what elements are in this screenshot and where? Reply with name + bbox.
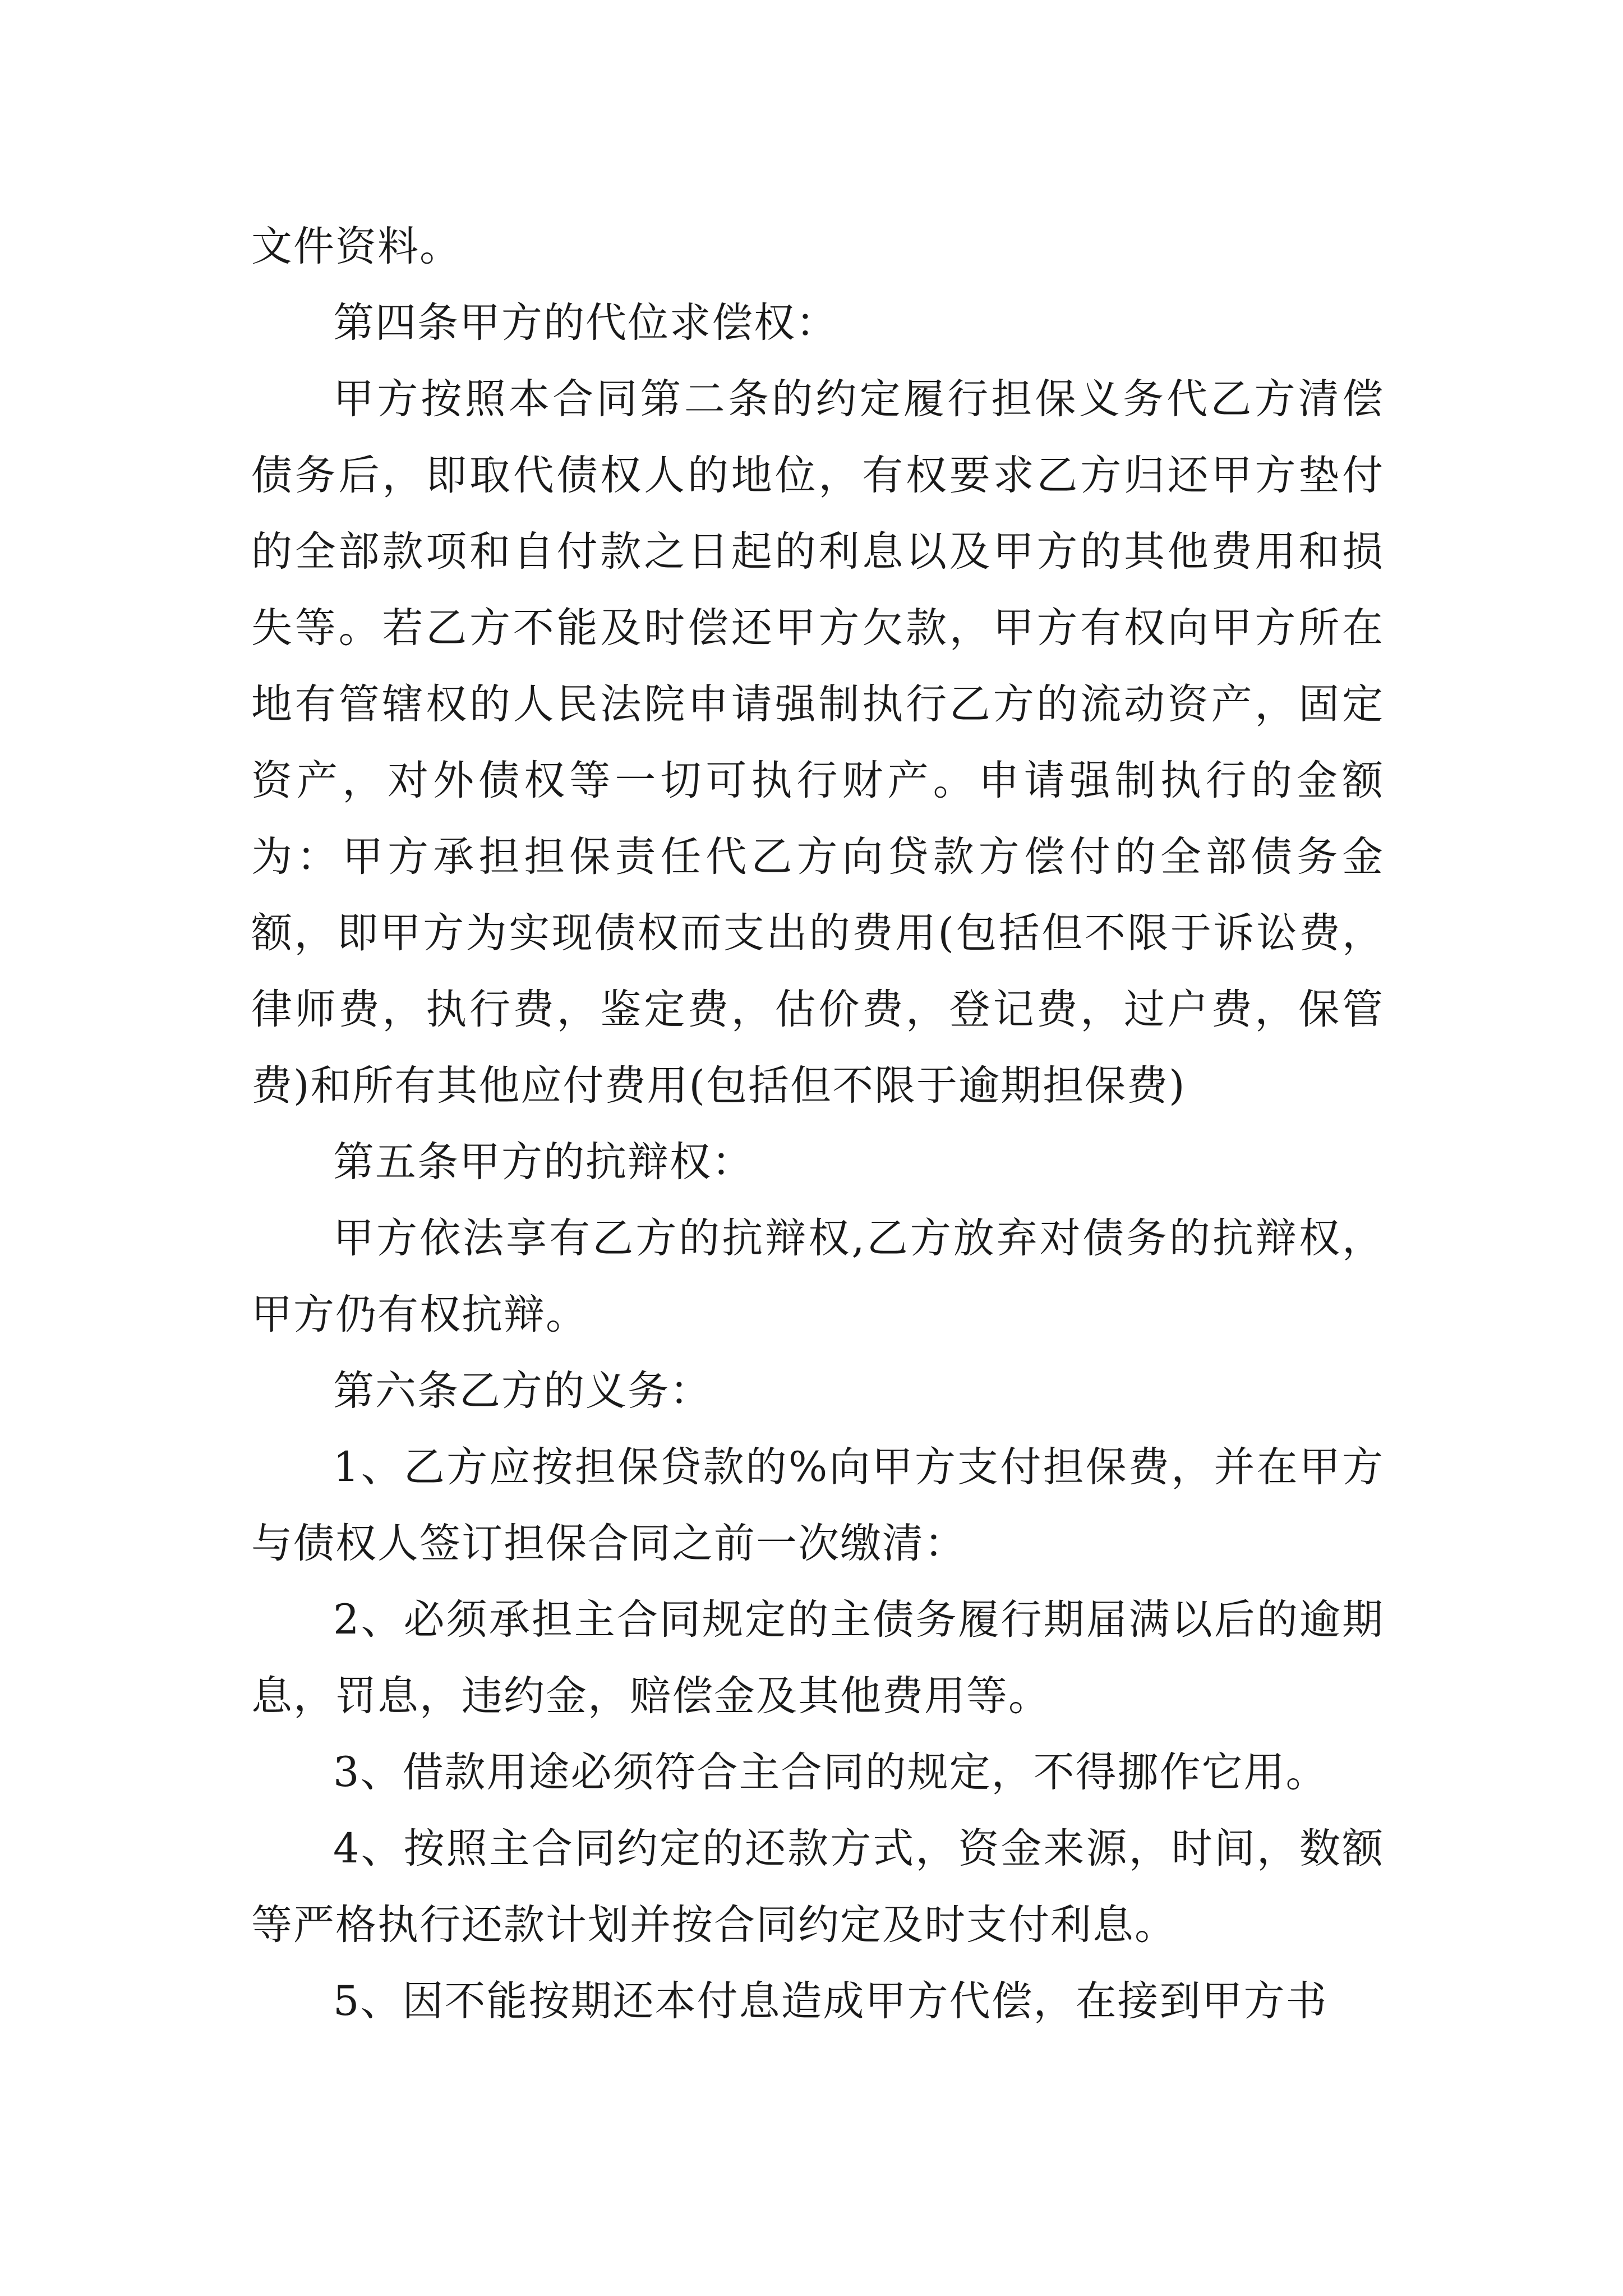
list-item-obligation-4: 4、按照主合同约定的还款方式，资金来源，时间，数额等严格执行还款计划并按合同约定及时支付利息。	[251, 1825, 1384, 1949]
paragraph-article-4-body: 甲方按照本合同第二条的约定履行担保义务代乙方清偿债务后，即取代债权人的地位，有权要求乙方归还甲方垫付的全部款项和自付款之日起的利息以及甲方的其他费用和损失等。若乙方不能及时偿还甲方欠款，甲方有权向甲方所在地有管辖权的人民法院申请强制执行乙方的流动资产，固定资产，对外债权等一切可执行财产。申请强制执行的金额为：甲方承担担保责任代乙方向贷款方偿付的全部债务金额，即甲方为实现债权而支出的费用(包括但不限于诉讼费，律师费，执行费，鉴定费，估价费，登记费，过户费，保管费)和所有其他应付费用(包括但不限于逾期担保费)	[251, 375, 1384, 1110]
section-heading-article-6: 第六条乙方的义务：	[333, 1367, 712, 1415]
section-heading-article-4: 第四条甲方的代位求偿权：	[333, 299, 838, 347]
list-item-obligation-3: 3、借款用途必须符合主合同的规定，不得挪作它用。	[333, 1749, 1328, 1796]
list-item-obligation-5: 5、因不能按期还本付息造成甲方代偿，在接到甲方书	[333, 1977, 1328, 2025]
paragraph-continuation: 文件资料。	[251, 223, 462, 270]
paragraph-article-5-body: 甲方依法享有乙方的抗辩权,乙方放弃对债务的抗辩权，甲方仍有权抗辩。	[251, 1214, 1384, 1338]
section-heading-article-5: 第五条甲方的抗辩权：	[333, 1138, 754, 1186]
list-item-obligation-1: 1、乙方应按担保贷款的%向甲方支付担保费，并在甲方与债权人签订担保合同之前一次缴清：	[251, 1443, 1384, 1567]
list-item-obligation-2: 2、必须承担主合同规定的主债务履行期届满以后的逾期息，罚息，违约金，赔偿金及其他费用等。	[251, 1596, 1384, 1720]
document-body	[251, 209, 1384, 2040]
